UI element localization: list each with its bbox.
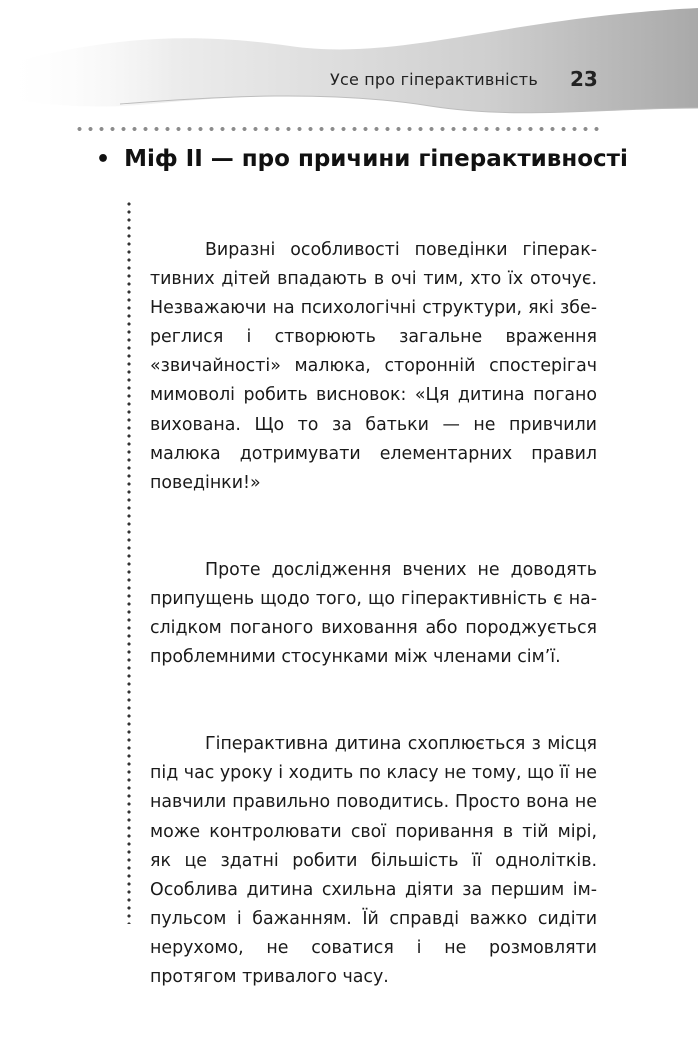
page-number: 23 — [570, 67, 598, 91]
body-text — [150, 236, 597, 1050]
paragraph: Проте дослідження вчених не доводять припущень щодо того, що гіперактивність є наслідком поганого виховання або породжується проблемними стосунками між членами сім’ї. — [150, 559, 597, 668]
header-wave-decoration — [0, 0, 698, 125]
section-heading — [96, 146, 628, 172]
running-title: Усе про гіперактивність — [330, 70, 538, 89]
section-title: Міф ІІ — про причини гіперактивності — [124, 146, 628, 172]
paragraph: Гіперактивна дитина схоплюється з місця під час уроку і ходить по класу не тому, що її не навчили правильно поводитись. Просто вона не може контролювати свої поривання в тій мірі, як це здатні робити більшість її однолітків. Особлива дитина схильна діяти за першим імпульсом і бажанням. Їй справді важко сидіти нерухомо, не соватися і не розмовляти протягом тривалого часу. — [150, 734, 597, 987]
vertical-dotted-line — [126, 200, 132, 924]
paragraph: Виразні особливості поведінки гіперактивних дітей впадають в очі тим, хто їх оточує. Незважаючи на психологічні структури, які збереглися і створюють загальне враження «звичайності» малюка, сторонній спостерігач мимоволі робить висновок: «Ця дитина погано вихована. Що то за батьки — не привчили малюка дотримувати елементарних правил поведінки!» — [150, 240, 597, 493]
bullet-icon: • — [96, 147, 111, 172]
dotted-divider — [74, 126, 602, 132]
